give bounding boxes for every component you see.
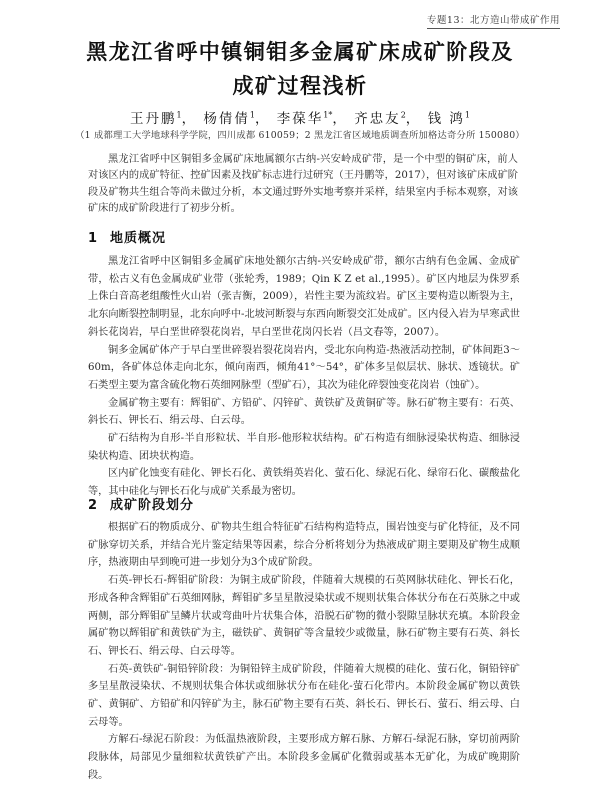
author-affiliation-mark: 2 [400,110,406,120]
body-paragraph: 方解石-绿泥石阶段：为低温热液阶段，主要形成方解石脉、方解石-绿泥石脉，穿切前两阶段脉体，局部见少量细粒状黄铁矿产出。本阶段多金属矿化微弱或基本无矿化，为成矿晚期阶段。 [88,734,520,781]
section-body-stages [88,519,520,785]
author-affiliation-mark: 1 [249,110,255,120]
body-paragraph: 黑龙江省呼中区铜钼多金属矿床地处额尔古纳-兴安岭成矿带，额尔古纳有色金属、金成矿带，松古义有色金属成矿业带（张轮秀，1989；Qin K Z et al.,1995）。矿区内地层为侏罗系上侏白音高老组酸性火山岩（张吉衡，2009），岩性主要为流纹岩。矿区主要构造以断裂为主，北东向断裂控制明显，北东向呼中-北坡河断裂与东西向断裂交汇处成矿。区内侵入岩为早寒武世斜长花岗岩，早白垩世碎裂花岗岩，早白垩世花岗闪长岩（吕文春等，2007）。 [88,256,520,338]
section-title: 地质概况 [110,231,167,246]
paper-title-line-1: 黑龙江省呼中镇铜钼多金属矿床成矿阶段及 [86,40,514,64]
running-head: 专题13：北方造山带成矿作用 [427,12,560,29]
author-name: 杨倩倩 [203,111,250,127]
author-name: 王丹鹏 [130,111,177,127]
body-paragraph: 区内矿化蚀变有硅化、钾长石化、黄铁绢英岩化、萤石化、绿泥石化、绿帘石化、碳酸盐化等，其中硅化与钾长石化与成矿关系最为密切。 [88,468,520,498]
section-heading-stages [88,494,194,513]
abstract-paragraph: 黑龙江省呼中区铜钼多金属矿床地属额尔古纳-兴安岭成矿带，是一个中型的铜矿床，前人对该区内的成矿特征、控矿因素及找矿标志进行过研究（王丹鹏等，2017），但对该矿床成矿阶段及矿物共生组合等尚未做过分析，本文通过野外实地考察并采样，结果室内手标本观察，对该矿床的成矿阶段进行了初步分析。 [88,154,518,215]
body-paragraph: 铜多金属矿体产于早白垩世碎裂岩裂花岗岩内，受北东向构造-热液活动控制，矿体间距3～60m，各矿体总体走向北东，倾向南西，倾角41°～54°，矿体多呈似层状、脉状、透镜状。矿石类型主要为富含硫化物石英细网脉型（型矿石），其次为硅化碎裂蚀变花岗岩（蚀矿）。 [88,344,520,391]
section-number: 2 [88,498,99,513]
body-paragraph: 石英-钾长石-辉钼矿阶段：为铜主成矿阶段，伴随着大规模的石英网脉状硅化、钾长石化，形成各种含辉钼矿石英细网脉，辉钼矿多呈星散浸染状或不规则状集合体状分布在石英脉之中或两侧，部分辉钼矿呈鳞片状或弯曲叶片状集合体，沿脱石矿物的微小裂隙呈脉状充填。本阶段金属矿物以辉钼矿和黄铁矿为主，磁铁矿、黄铜矿等含量较少或微量，脉石矿物主要有石英、斜长石、钾长石、绢云母、白云母等。 [88,575,520,657]
paper-title-line-2: 成矿过程浅析 [232,74,368,98]
section-heading-geology [88,227,166,246]
body-paragraph: 石英-黄铁矿-铜铅锌阶段：为铜铅锌主成矿阶段，伴随着大规模的硅化、萤石化，铜铅锌矿多呈星散浸染状、不规则状集合体状或细脉状分布在硅化-萤石化带内。本阶段金属矿物以黄铁矿、黄铜矿、方铅矿和闪锌矿为主，脉石矿物主要有石英、斜长石、钾长石、萤石、绢云母、白云母等。 [88,663,520,728]
section-title: 成矿阶段划分 [110,498,195,513]
author-name: 李葆华 [276,111,324,127]
body-paragraph: 金属矿物主要有：辉钼矿、方铅矿、闪锌矿、黄铁矿及黄铜矿等。脉石矿物主要有：石英、斜长石、钾长石、绢云母、白云母。 [88,397,520,427]
body-paragraph: 矿石结构为自形-半自形粒状、半自形-他形粒状结构。矿石构造有细脉浸染状构造、细脉浸染状构造、团块状构造。 [88,433,520,462]
author-affiliation-mark: 1 [176,110,182,120]
author-affiliation-mark: 1* [323,110,333,120]
author-name: 钱 鸿 [427,111,465,127]
author-list: 王丹鹏$^1$， 杨倩倩$^1$， 李葆华$^{1*}$， 齐忠友$^2$， 钱 鸿$^1$ [130,110,470,127]
author-affiliations: （1 成都理工大学地球科学学院，四川成都 610059；2 黑龙江省区域地质调查所加格达奇分所 150080） [75,130,525,141]
author-name: 齐忠友 [354,111,401,127]
author-affiliation-mark: 1 [464,110,470,120]
section-body-geology [88,253,520,501]
body-paragraph: 根据矿石的物质成分、矿物共生组合特征矿石结构构造特点，围岩蚀变与矿化特征，及不同矿脉穿切关系，并结合光片鉴定结果等因素，综合分析将划分为热液成矿期主要期及矿物生成顺序，热液期由早到晚可进一步划分为3个成矿阶段。 [88,522,520,569]
section-number: 1 [88,231,99,246]
